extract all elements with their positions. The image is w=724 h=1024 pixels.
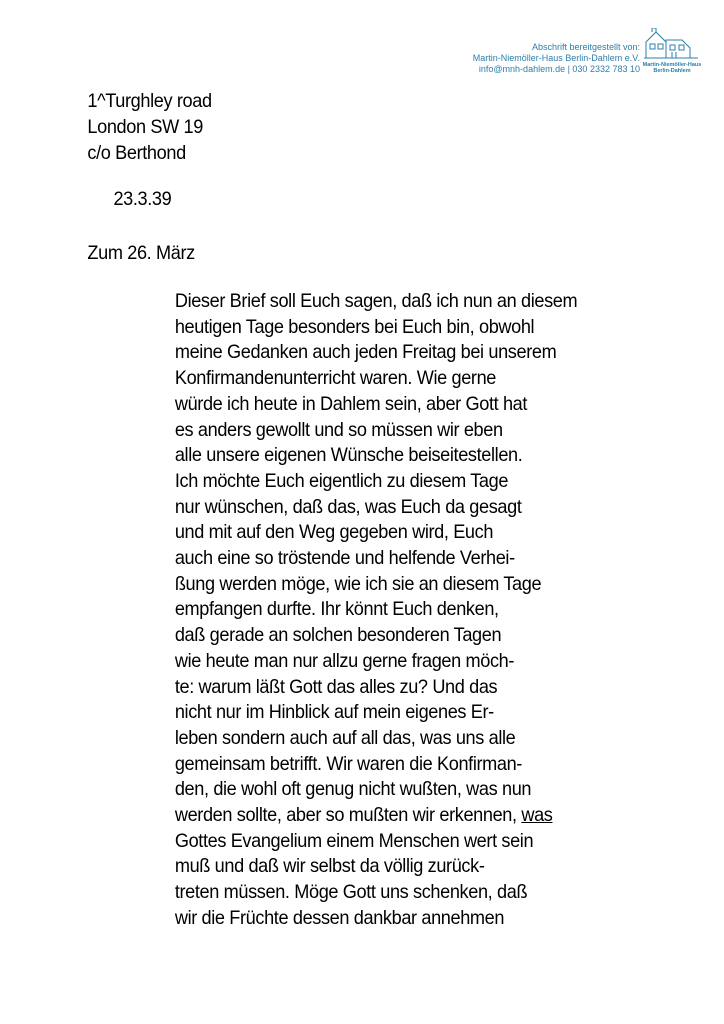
logo-text xyxy=(642,62,702,74)
letterhead xyxy=(470,28,702,82)
body-line: alle unsere eigenen Wünsche beiseitestellen. xyxy=(174,444,523,467)
logo-line: Martin-Niemöller-Haus xyxy=(642,62,702,68)
body-line: gemeinsam betrifft. Wir waren die Konfirman- xyxy=(174,752,522,775)
body-line: ßung werden möge, wie ich sie an diesem Tage xyxy=(174,572,542,595)
sender-address xyxy=(87,88,211,166)
body-line: wir die Früchte dessen dankbar annehmen xyxy=(174,906,505,929)
address-line: London SW 19 xyxy=(87,116,203,138)
body-line xyxy=(175,803,577,829)
body-line: te: warum läßt Gott das alles zu? Und das xyxy=(174,675,498,698)
body-line: den, die wohl oft genug nicht wußten, was nun xyxy=(174,778,532,801)
body-line: muß und daß wir selbst da völlig zurück- xyxy=(174,855,485,878)
body-line: treten müssen. Möge Gott uns schenken, daß xyxy=(174,881,528,904)
body-line: Dieser Brief soll Euch sagen, daß ich nun an diesem xyxy=(174,290,578,312)
occasion-heading: Zum 26. März xyxy=(87,242,195,264)
body-line: würde ich heute in Dahlem sein, aber Gott hat xyxy=(174,392,528,415)
letterhead-line: Abschrift bereitgestellt von: xyxy=(531,42,640,52)
body-line: heutigen Tage besonders bei Euch bin, obwohl xyxy=(174,315,535,338)
letterhead-text xyxy=(473,42,640,75)
body-line: empfangen durfte. Ihr könnt Euch denken, xyxy=(174,598,499,621)
logo-line: Berlin-Dahlem xyxy=(653,68,691,74)
body-line: nur wünschen, daß das, was Euch da gesagt xyxy=(174,495,522,518)
address-line: c/o Berthond xyxy=(87,142,186,164)
letter-date: 23.3.39 xyxy=(113,188,172,210)
body-line: es anders gewollt und so müssen wir eben xyxy=(174,418,503,441)
body-line: Gottes Evangelium einem Menschen wert sein xyxy=(174,829,534,852)
body-line: auch eine so tröstende und helfende Verhei- xyxy=(174,547,515,570)
body-line: wie heute man nur allzu gerne fragen möch- xyxy=(174,649,515,672)
body-line-text: werden sollte, aber so mußten wir erkennen, xyxy=(174,804,522,827)
address-line: 1^Turghley road xyxy=(87,90,212,112)
body-line: meine Gedanken auch jeden Freitag bei unserem xyxy=(174,341,557,364)
letterhead-line: info@mnh-dahlem.de | 030 2332 783 10 xyxy=(478,64,640,74)
letter-body xyxy=(175,289,577,932)
letterhead-line: Martin-Niemöller-Haus Berlin-Dahlem e.V. xyxy=(472,53,640,63)
body-line: und mit auf den Weg gegeben wird, Euch xyxy=(174,521,494,544)
body-line: nicht nur im Hinblick auf mein eigenes Er- xyxy=(174,701,494,724)
body-line: leben sondern auch auf all das, was uns alle xyxy=(174,726,516,749)
body-line: Ich möchte Euch eigentlich zu diesem Tage xyxy=(174,469,509,492)
body-line: Konfirmandenunterricht waren. Wie gerne xyxy=(174,367,497,390)
underlined-word: was xyxy=(521,804,553,827)
body-line: daß gerade an solchen besonderen Tagen xyxy=(174,624,502,647)
